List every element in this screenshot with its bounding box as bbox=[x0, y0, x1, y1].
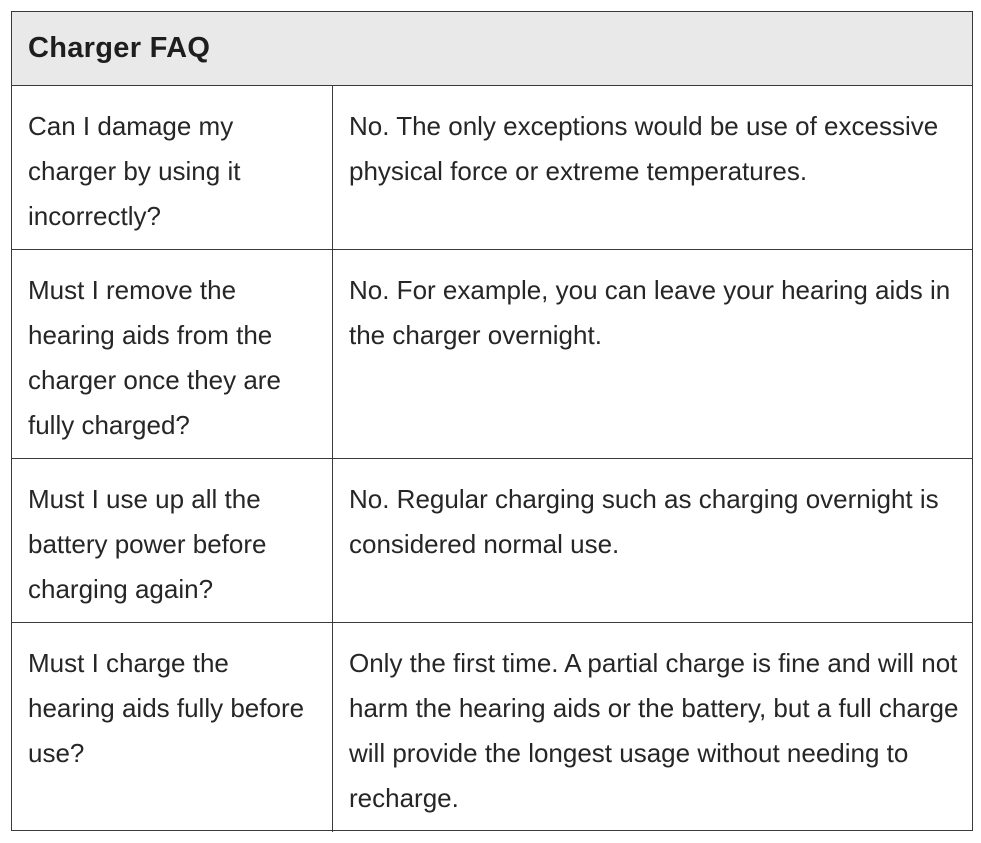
table-row bbox=[12, 250, 972, 459]
question-cell: Must I charge the hearing aids fully before use? bbox=[12, 623, 333, 832]
table-header bbox=[12, 12, 972, 86]
answer-cell: No. The only exceptions would be use of excessive physical force or extreme temperatures. bbox=[349, 111, 939, 186]
answer-cell: Only the first time. A partial charge is fine and will not harm the hearing aids or the battery, but a full charge will provide the longest usage without needing to recharge. bbox=[349, 648, 959, 813]
faq-table bbox=[11, 11, 973, 831]
answer-cell: No. For example, you can leave your hearing aids in the charger overnight. bbox=[349, 275, 951, 350]
question-cell: Can I damage my charger by using it incorrectly? bbox=[12, 86, 333, 249]
table-title: Charger FAQ bbox=[28, 32, 211, 64]
question-cell: Must I use up all the battery power before charging again? bbox=[12, 459, 333, 622]
table-row bbox=[12, 86, 972, 250]
table-row bbox=[12, 459, 972, 623]
answer-cell: No. Regular charging such as charging overnight is considered normal use. bbox=[349, 484, 939, 559]
table-row bbox=[12, 623, 972, 832]
question-cell: Must I remove the hearing aids from the charger once they are fully charged? bbox=[12, 250, 333, 458]
